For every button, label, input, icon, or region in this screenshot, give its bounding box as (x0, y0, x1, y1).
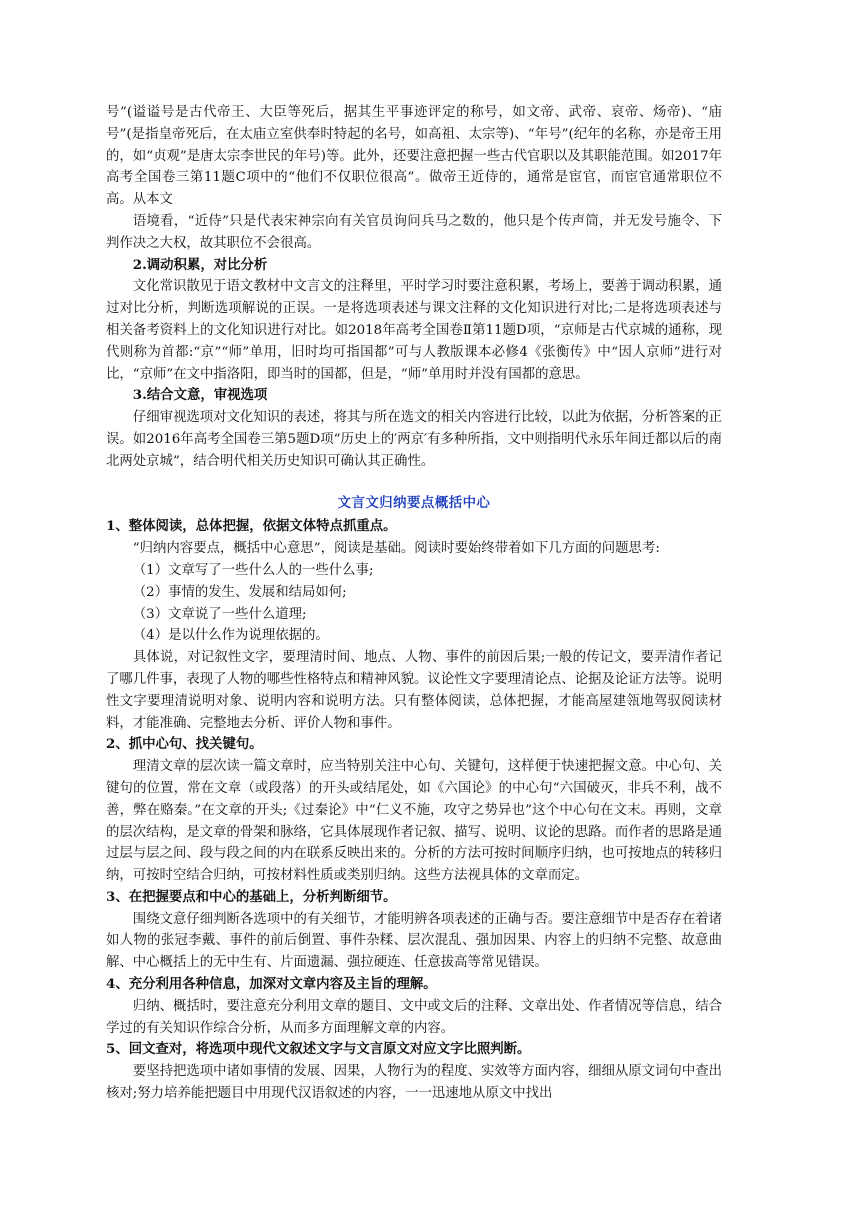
subheading-2: 2.调动积累，对比分析 (132, 256, 268, 273)
list-item: （2）事情的发生、发展和结局如何; (132, 584, 347, 600)
section-1-body: 具体说，对记叙性文字，要理清时间、地点、人物、事件的前因后果;一般的传记文，要弄清作者记了哪几件事，表现了人物的哪些性格特点和精神风貌。议论性文字要理清论点、论据及论证方法等。说明性文字要理清说明对象、说明内容和说明方法。只有整体阅读，总体把握，才能高屋建瓴地驾驭阅读材料，才能准确、完整地去分析、评价人物和事件。 (106, 650, 722, 731)
section-5-body: 要坚持把选项中诸如事情的发展、因果，人物行为的程度、实效等方面内容，细细从原文词句中查出核对;努力培养能把题目中用现代汉语叙述的内容，一一迅速地从原文中找出 (106, 1064, 722, 1102)
section-heading-3: 3、在把握要点和中心的基础上，分析判断细节。 (106, 888, 397, 905)
list-item: （1）文章写了一些什么人的一些什么事; (132, 562, 374, 578)
section-2-body: 理清文章的层次读一篇文章时，应当特别关注中心句、关键句，这样便于快速把握文意。中心句、关键句的位置，常在文章（或段落）的开头或结尾处，如《六国论》的中心句“六国破灭，非兵不利，战不善，弊在赂秦。”在文章的开头;《过秦论》中“仁义不施，攻守之势异也”这个中心句在文末。再则，文章的层次结构，是文章的骨架和脉络，它具体展现作者记叙、描写、说明、议论的思路。而作者的思路是通过层与层之间、段与段之间的内在联系反映出来的。分析的方法可按时间顺序归纳，也可按地点的转移归纳，可按时空结合归纳，可按材料性质或类别归纳。这些方法视具体的文章而定。 (106, 759, 722, 884)
paragraph-3: 仔细审视选项对文化知识的表述，将其与所在选文的相关内容进行比较，以此为依据，分析答案的正误。如2016年高考全国卷三第5题D项“历史上的′两京′有多种所指，文中则指明代永乐年间迁都以后的南北两处京城”，结合明代相关历史知识可确认其正确性。 (106, 410, 722, 469)
page-content (106, 102, 722, 1105)
continued-paragraph: 号”(谥谥号是古代帝王、大臣等死后，据其生平事迹评定的称号，如文帝、武帝、哀帝、炀帝)、“庙号”(是指皇帝死后，在太庙立室供奉时特起的名号，如高祖、太宗等)、“年号”(纪年的名称，亦是帝王用的，如“贞观”是唐太宗李世民的年号)等。此外，还要注意把握一些古代官职以及其职能范围。如2017年高考全国卷三第11题C项中的“他们不仅职位很高”。做帝王近侍的，通常是宦官，而宦官通常职位不高。从本文 (106, 105, 722, 208)
section-heading-5: 5、回文查对，将选项中现代文叙述文字与文言原文对应文字比照判断。 (106, 1041, 531, 1058)
list-item: （4）是以什么作为说理依据的。 (132, 628, 329, 644)
subheading-3: 3.结合文意，审视选项 (132, 387, 268, 404)
context-paragraph: 语境看，“近侍”只是代表宋神宗向有关官员询问兵马之数的，他只是个传声筒，并无发号施令、下判作决之大权，故其职位不会很高。 (106, 213, 722, 251)
section-heading-1: 1、整体阅读，总体把握，依据文体特点抓重点。 (106, 518, 397, 535)
list-item: （3）文章说了一些什么道理; (132, 606, 307, 622)
section-1-intro: “归纳内容要点，概括中心意思”，阅读是基础。阅读时要始终带着如下几方面的问题思考: (132, 541, 660, 557)
section-heading-2: 2、抓中心句、找关键句。 (106, 736, 263, 753)
section-4-body: 归纳、概括时，要注意充分利用文章的题目、文中或文后的注释、文章出处、作者情况等信息，结合学过的有关知识作综合分析，从而多方面理解文章的内容。 (106, 998, 722, 1036)
section-heading-4: 4、充分利用各种信息，加深对文章内容及主旨的理解。 (106, 976, 437, 993)
paragraph-2: 文化常识散见于语文教材中文言文的注释里，平时学习时要注意积累，考场上，要善于调动积累，通过对比分析，判断选项解说的正误。一是将选项表述与课文注释的文化知识进行对比;二是将选项表述与相关备考资料上的文化知识进行对比。如2018年高考全国卷Ⅱ第11题D项，“京师是古代京城的通称，现代则称为首都:“京”“师”单用，旧时均可指国都”可与人教版课本必修4《张衡传》中“因人京师”进行对比，“京师”在文中指洛阳，即当时的国都，但是，“师”单用时并没有国都的意思。 (106, 279, 722, 382)
section-title: 文言文归纳要点概括中心 (337, 494, 491, 511)
section-3-body: 围绕文意仔细判断各选项中的有关细节，才能明辨各项表述的正确与否。要注意细节中是否存在着诸如人物的张冠李戴、事件的前后倒置、事件杂糅、层次混乱、强加因果、内容上的归纳不完整、故意曲解、中心概括上的无中生有、片面遗漏、强拉硬连、任意拔高等常见错误。 (106, 911, 722, 971)
